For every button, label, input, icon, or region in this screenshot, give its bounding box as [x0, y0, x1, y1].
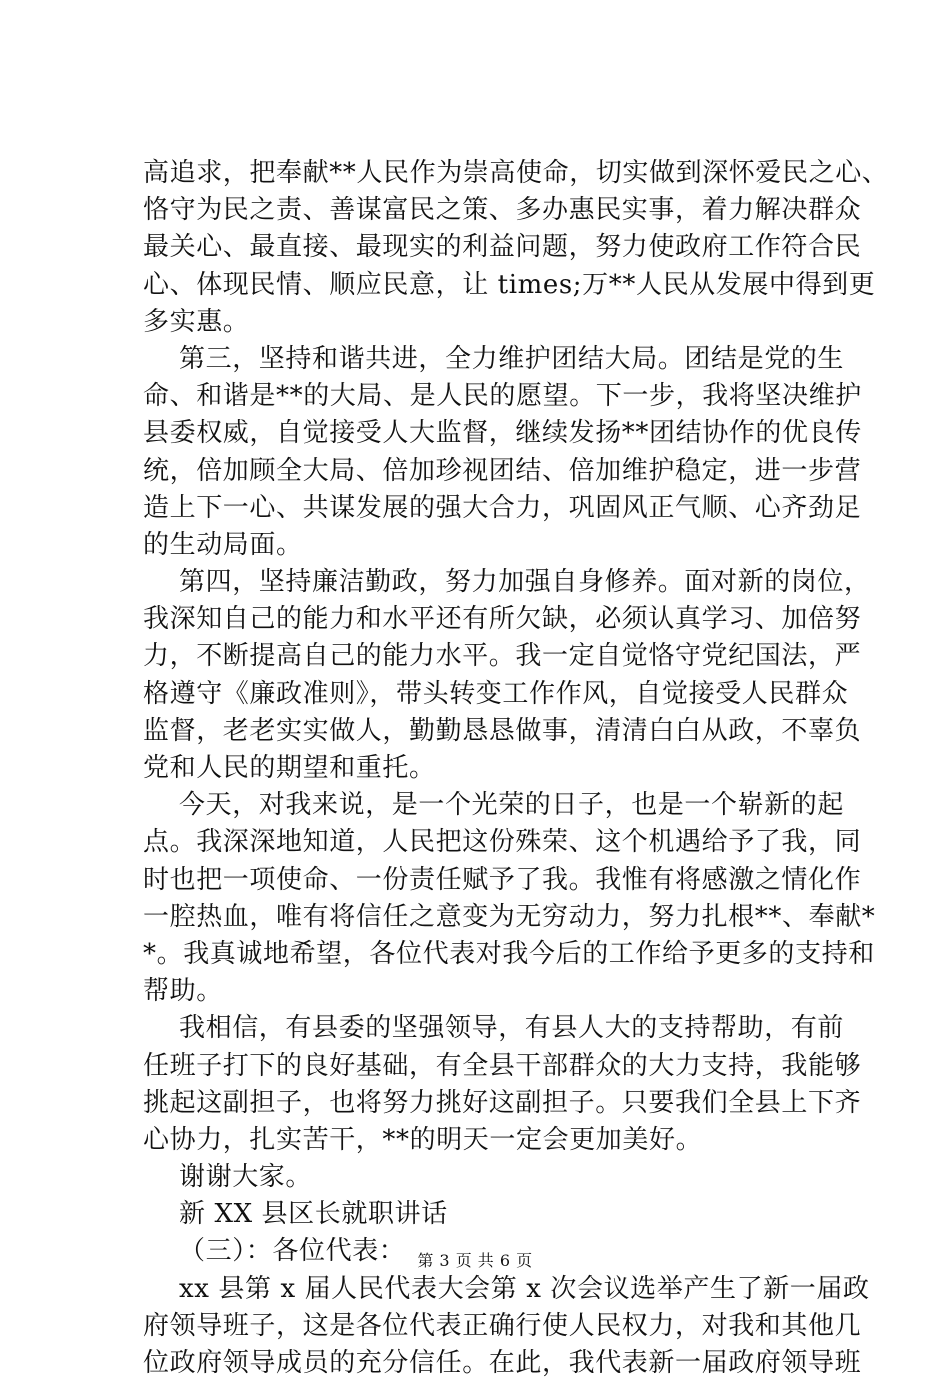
- text-line: 府领导班子，这是各位代表正确行使人民权力，对我和其他几: [143, 1310, 862, 1341]
- text-line: 谢谢大家。: [179, 1162, 313, 1193]
- text-line: *。我真诚地希望，各位代表对我今后的工作给予更多的支持和: [143, 938, 875, 969]
- text-line: 任班子打下的良好基础，有全县干部群众的大力支持，我能够: [143, 1050, 862, 1081]
- text-line: 位政府领导成员的充分信任。在此，我代表新一届政府领导班: [143, 1348, 862, 1378]
- text-line: 第四，坚持廉洁勤政，努力加强自身修养。面对新的岗位，: [179, 567, 871, 598]
- text-line: 今天，对我来说，是一个光荣的日子，也是一个崭新的起: [179, 790, 845, 821]
- text-line: 我相信，有县委的坚强领导，有县人大的支持帮助，有前: [179, 1013, 845, 1044]
- text-line: 时也把一项使命、一份责任赋予了我。我惟有将感激之情化作: [143, 864, 862, 895]
- text-line: 的生动局面。: [143, 529, 303, 560]
- text-line: 统，倍加顾全大局、倍加珍视团结、倍加维护稳定，进一步营: [143, 455, 862, 486]
- text-line: 心协力，扎实苦干，**的明天一定会更加美好。: [143, 1124, 703, 1155]
- text-line: 力，不断提高自己的能力水平。我一定自觉恪守党纪国法，严: [143, 641, 862, 672]
- text-line: 格遵守《廉政准则》，带头转变工作作风，自觉接受人民群众: [143, 678, 849, 709]
- text-line: 一腔热血，唯有将信任之意变为无穷动力，努力扎根**、奉献*: [143, 901, 876, 932]
- text-line: 第三，坚持和谐共进，全力维护团结大局。团结是党的生: [179, 343, 845, 374]
- page-footer: 第 3 页 共 6 页: [417, 1251, 533, 1270]
- text-line: 监督，老老实实做人，勤勤恳恳做事，清清白白从政，不辜负: [143, 715, 862, 746]
- document-body: [143, 155, 889, 1382]
- text-line: 心、体现民情、顺应民意，让 times;万**人民从发展中得到更: [143, 269, 876, 300]
- text-line: xx 县第 x 届人民代表大会第 x 次会议选举产生了新一届政: [179, 1273, 870, 1304]
- text-line: 帮助。: [143, 976, 223, 1007]
- text-line: 党和人民的期望和重托。: [143, 753, 436, 783]
- text-line: 命、和谐是**的大局、是人民的愿望。下一步，我将坚决维护: [143, 381, 862, 412]
- text-line: 造上下一心、共谋发展的强大合力，巩固风正气顺、心齐劲足: [143, 492, 862, 523]
- text-line: 高追求，把奉献**人民作为崇高使命，切实做到深怀爱民之心、: [143, 158, 889, 188]
- text-line: 点。我深深地知道，人民把这份殊荣、这个机遇给予了我，同: [143, 827, 862, 858]
- text-line: 新 XX 县区长就职讲话: [179, 1199, 448, 1230]
- text-line: （三）：各位代表：: [179, 1236, 406, 1267]
- text-line: 恪守为民之责、善谋富民之策、多办惠民实事，着力解决群众: [143, 195, 862, 226]
- text-line: 最关心、最直接、最现实的利益问题，努力使政府工作符合民: [143, 232, 862, 263]
- text-line: 挑起这副担子，也将努力挑好这副担子。只要我们全县上下齐: [143, 1087, 862, 1118]
- text-line: 县委权威，自觉接受人大监督，继续发扬**团结协作的优良传: [143, 418, 862, 449]
- text-line: 多实惠。: [143, 306, 250, 337]
- text-line: 我深知自己的能力和水平还有所欠缺，必须认真学习、加倍努: [143, 604, 862, 635]
